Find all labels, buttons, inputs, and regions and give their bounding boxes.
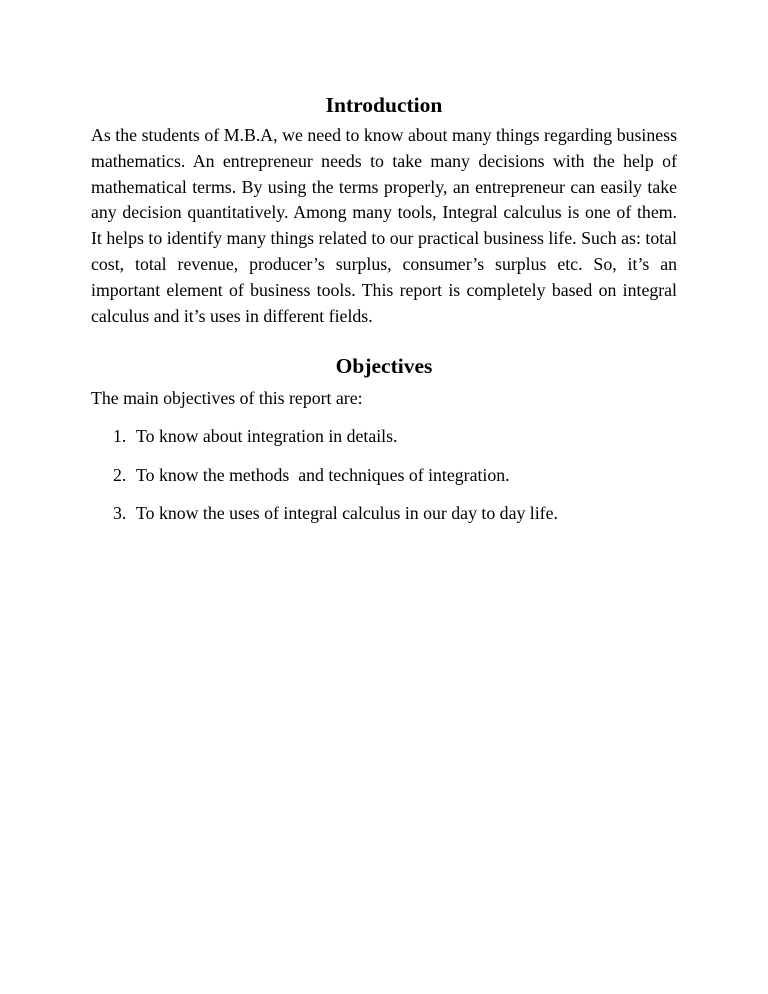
introduction-paragraph: As the students of M.B.A, we need to know about many things regarding business mathematics. An entrepreneur needs to take many decisions with the help of mathematical terms. By using the terms properly, an entrepreneur can easily take any decision quantitatively. Among many tools, Integral calculus is one of them. It helps to identify many things related to our practical business life. Such as: total cost, total revenue, producer’s surplus, consumer’s surplus etc. So, it’s an important element of business tools. This report is completely based on integral calculus and it’s uses in different fields. <box>91 125 677 326</box>
list-item-text: To know the methods and techniques of integration. <box>136 464 510 485</box>
list-item-number: 1. <box>113 426 127 447</box>
objectives-heading: Objectives <box>335 354 433 379</box>
list-item-text: To know about integration in details. <box>136 426 398 447</box>
list-item-number: 3. <box>113 503 127 524</box>
list-item <box>91 423 677 449</box>
document-page <box>91 88 677 539</box>
list-item <box>91 462 677 488</box>
list-item-text: To know the uses of integral calculus in our day to day life. <box>136 503 558 524</box>
objectives-list <box>91 423 677 526</box>
introduction-heading: Introduction <box>325 93 443 117</box>
list-item-number: 2. <box>113 464 127 485</box>
list-item <box>91 500 677 526</box>
objectives-intro: The main objectives of this report are: <box>91 388 363 409</box>
